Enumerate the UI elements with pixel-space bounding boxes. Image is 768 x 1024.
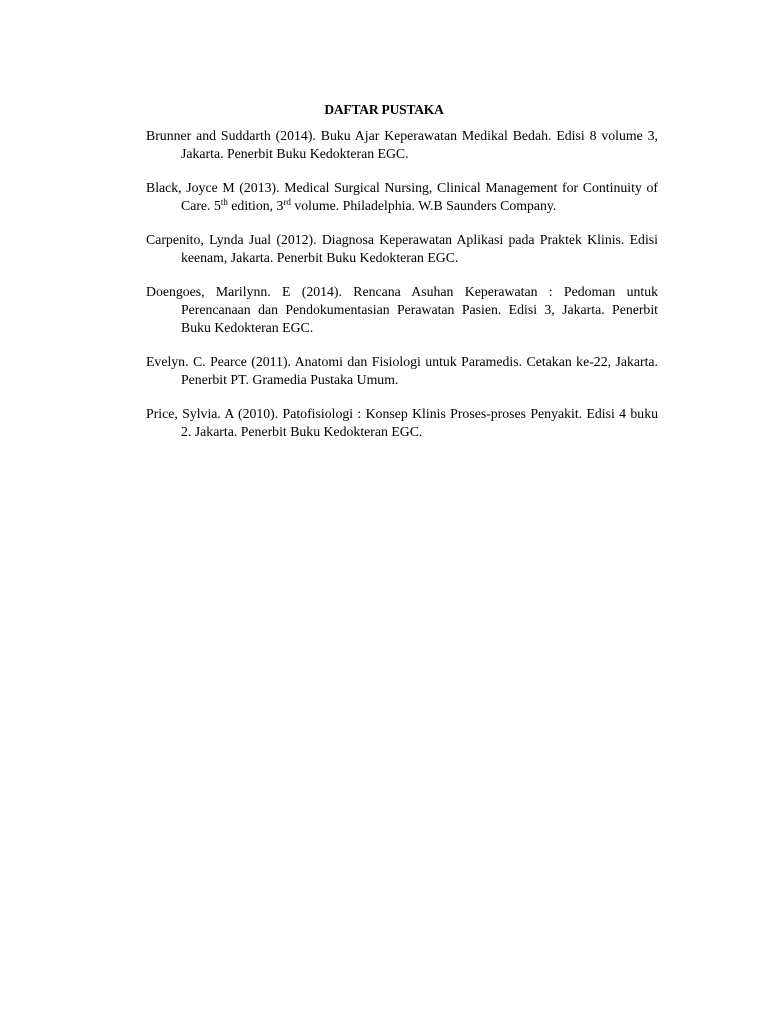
reference-item: Carpenito, Lynda Jual (2012). Diagnosa Keperawatan Aplikasi pada Praktek Klinis. Edisi keenam, Jakarta. Penerbit Buku Kedokteran EGC. xyxy=(146,232,658,265)
reference-item: Brunner and Suddarth (2014). Buku Ajar Keperawatan Medikal Bedah. Edisi 8 volume 3, Jakarta. Penerbit Buku Kedokteran EGC. xyxy=(146,128,658,161)
reference-spacer xyxy=(146,389,658,405)
reference-item: Doengoes, Marilynn. E (2014). Rencana Asuhan Keperawatan : Pedoman untuk Perencanaan dan Pendokumentasian Perawatan Pasien. Edisi 3, Jakarta. Penerbit Buku Kedokteran EGC. xyxy=(146,284,658,335)
reference-text: edition, 3 xyxy=(227,198,284,213)
reference-item xyxy=(146,179,658,215)
reference-spacer xyxy=(146,337,658,353)
reference-item: Price, Sylvia. A (2010). Patofisiologi : Konsep Klinis Proses-proses Penyakit. Edisi 4 buku 2. Jakarta. Penerbit Buku Kedokteran EGC. xyxy=(146,406,658,439)
reference-superscript: th xyxy=(220,197,228,207)
reference-superscript: rd xyxy=(283,197,291,207)
reference-text: volume. Philadelphia. W.B Saunders Company. xyxy=(290,198,557,213)
reference-item: Evelyn. C. Pearce (2011). Anatomi dan Fisiologi untuk Paramedis. Cetakan ke-22, Jakarta. Penerbit PT. Gramedia Pustaka Umum. xyxy=(146,354,658,387)
reference-spacer xyxy=(146,215,658,231)
reference-text: Black, Joyce M (2013). Medical Surgical Nursing, Clinical Management for Continuity of Care. 5 xyxy=(146,180,658,213)
reference-list xyxy=(146,127,658,441)
reference-spacer xyxy=(146,267,658,283)
reference-spacer xyxy=(146,163,658,179)
page-title: DAFTAR PUSTAKA xyxy=(324,102,444,117)
